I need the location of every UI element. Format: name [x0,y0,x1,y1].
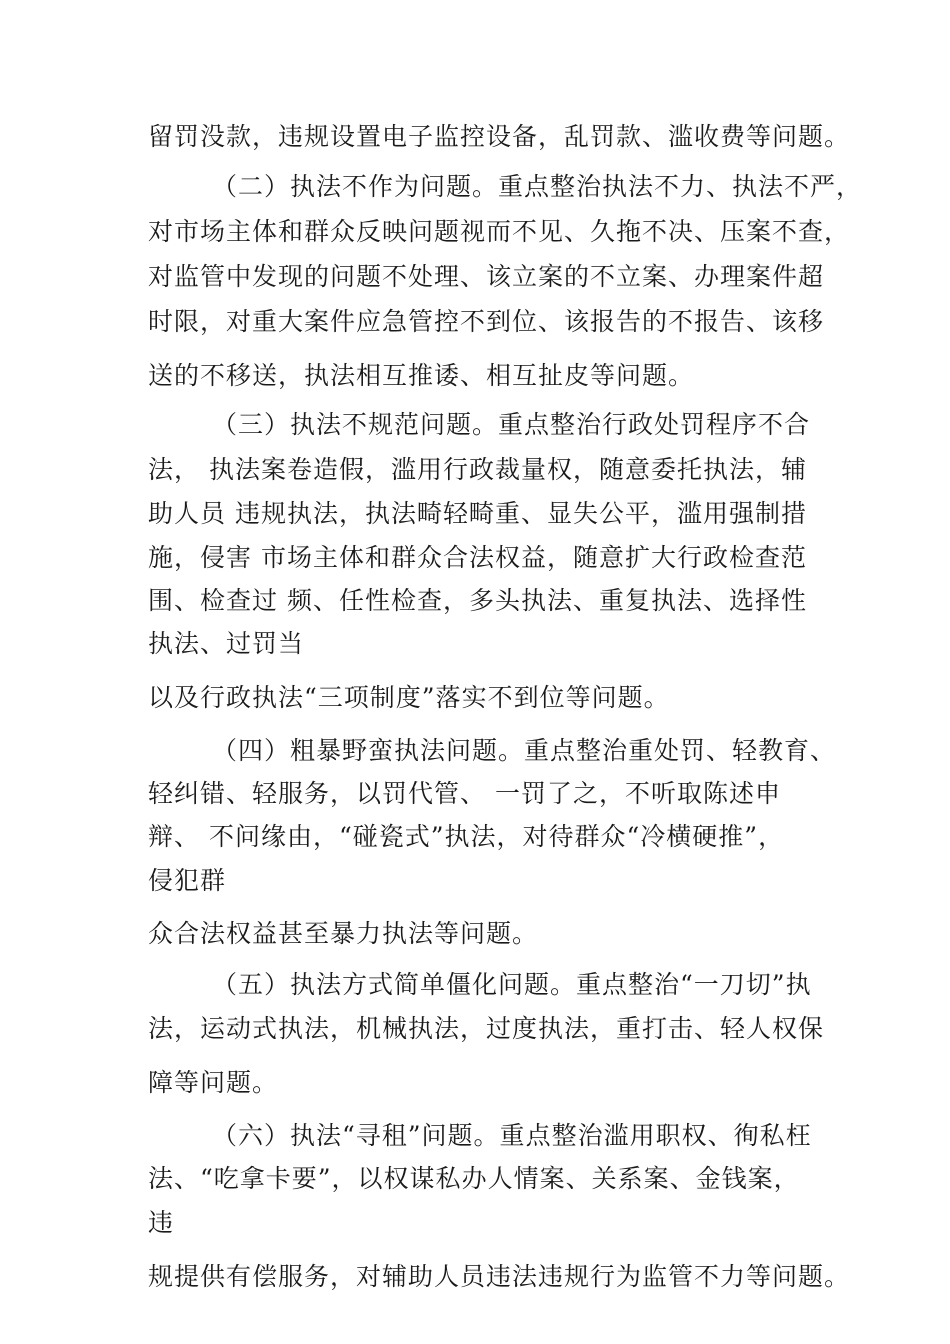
text-line: 规提供有偿服务，对辅助人员违法违规行为监管不力等问题。 [148,1262,851,1291]
paragraph-heading-6: （六）执法“寻租”问题。重点整治滥用职权、徇私枉 [212,1121,812,1150]
text-line: 对监管中发现的问题不处理、该立案的不立案、办理案件超 [148,262,825,291]
text-line: 法， 执法案卷造假，滥用行政裁量权，随意委托执法，辅 [148,455,807,484]
text-line: 法、“吃拿卡要”，以权谋私办人情案、关系案、金钱案， [148,1164,800,1193]
text-line: 侵犯群 [148,866,227,895]
text-line: 留罚没款，违规设置电子监控设备，乱罚款、滥收费等问题。 [148,122,851,151]
text-line: 围、检查过 频、任性检查，多头执法、重复执法、选择性 [148,586,807,615]
text-line: 以及行政执法“三项制度”落实不到位等问题。 [148,683,670,712]
paragraph-heading-3: （三）执法不规范问题。重点整治行政处罚程序不合 [212,410,811,439]
text-line: 时限，对重大案件应急管控不到位、该报告的不报告、该移 [148,307,825,336]
text-line: 众合法权益甚至暴力执法等问题。 [148,919,539,948]
text-line: 法，运动式执法，机械执法，过度执法，重打击、轻人权保 [148,1014,825,1043]
paragraph-heading-4: （四）粗暴野蛮执法问题。重点整治重处罚、轻教育、 [212,736,837,765]
text-line: 执法、过罚当 [148,629,305,658]
paragraph-heading-5: （五）执法方式简单僵化问题。重点整治“一刀切”执 [212,970,812,999]
text-line: 施，侵害 市场主体和群众合法权益，随意扩大行政检查范 [148,543,807,572]
text-line: 违 [148,1208,175,1237]
paragraph-heading-2: （二）执法不作为问题。重点整治执法不力、执法不严， [212,172,863,201]
text-line: 对市场主体和群众反映问题视而不见、久拖不决、压案不查， [148,217,851,246]
text-line: 辩、 不问缘由，“碰瓷式”执法，对待群众“冷横硬推”， [148,822,785,851]
text-line: 障等问题。 [148,1068,279,1097]
text-line: 送的不移送，执法相互推诿、相互扯皮等问题。 [148,361,695,390]
text-line: 轻纠错、轻服务，以罚代管、 一罚了之，不听取陈述申 [148,779,781,808]
text-line: 助人员 违规执法，执法畸轻畸重、显失公平，滥用强制措 [148,499,807,528]
